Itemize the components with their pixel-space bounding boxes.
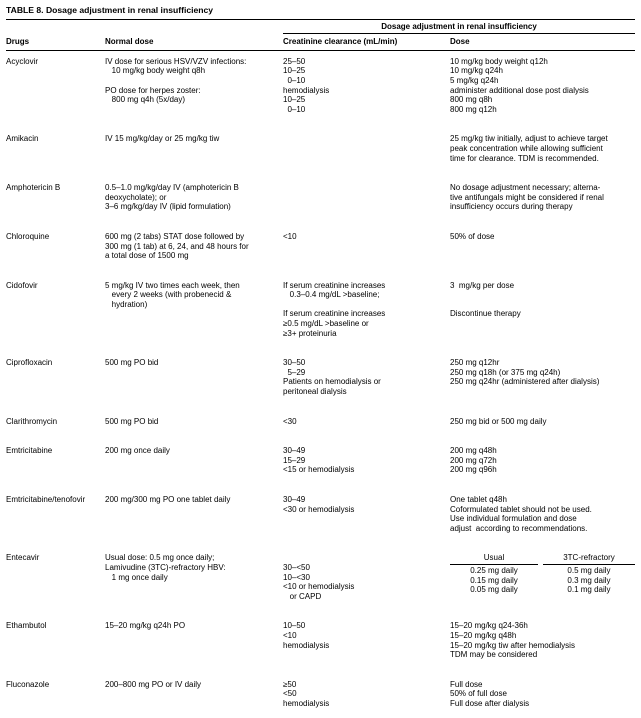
cell-line: Patients on hemodialysis or <box>283 377 381 387</box>
cell-line: 10 mg/kg q24h <box>450 66 503 76</box>
cell-line: 30–50 <box>283 358 306 368</box>
drug-name: Chloroquine <box>6 231 50 241</box>
cell-line: 200–800 mg PO or IV daily <box>105 679 202 689</box>
cell-line: hemodialysis <box>283 640 330 650</box>
cell-line: TDM may be considered <box>450 650 538 660</box>
cell-line: 250 mg q24hr (administered after dialysis) <box>450 377 600 387</box>
creatinine-clearance-cell <box>283 358 450 396</box>
dose-cell <box>450 281 637 339</box>
drug-name: Cidofovir <box>6 280 38 290</box>
table-row <box>6 417 635 427</box>
cell-line: 200 mg q72h <box>450 455 497 465</box>
normal-dose-cell <box>105 553 283 601</box>
cell-line: 10–50 <box>283 621 306 631</box>
cell-line: 500 mg PO bid <box>105 358 159 368</box>
drug-name: Ethambutol <box>6 621 47 631</box>
cell-line: 0.5–1.0 mg/kg/day IV (amphotericin B <box>105 183 239 193</box>
drug-name: Amphotericin B <box>6 183 61 193</box>
table-row <box>6 232 635 261</box>
creatinine-clearance-cell <box>283 57 450 115</box>
cell-line <box>283 553 450 563</box>
cell-line: peritoneal dialysis <box>283 387 347 397</box>
cell-line: 800 mg q8h <box>450 95 493 105</box>
dose-cell <box>450 232 637 261</box>
cell-line: 15–20 mg/kg q24h PO <box>105 621 186 631</box>
subtable-value: 0.15 mg daily <box>470 575 518 585</box>
cell-line: Full dose <box>450 679 483 689</box>
cell-line: 0–10 <box>283 75 306 85</box>
table-title: TABLE 8. Dosage adjustment in renal insufficiency <box>6 5 214 15</box>
cell-line: One tablet q48h <box>450 495 507 504</box>
table-row <box>6 680 635 709</box>
cell-line: If serum creatinine increases <box>283 309 386 319</box>
dose-cell <box>450 57 637 115</box>
cell-line: peak concentration while allowing sufficient <box>450 143 603 153</box>
creatinine-clearance-cell <box>283 281 450 339</box>
cell-line: 0–10 <box>283 104 306 114</box>
cell-line: 250 mg q12hr <box>450 358 500 368</box>
subtable-header-3tc-refractory: 3TC-refractory <box>543 553 635 565</box>
cell-line: 10 mg/kg body weight q8h <box>105 66 206 76</box>
cell-line: 300 mg (1 tab) at 6, 24, and 48 hours for <box>105 241 249 251</box>
cell-line: 15–20 mg/kg q24-36h <box>450 621 528 631</box>
subtable-value: 0.25 mg daily <box>470 565 518 575</box>
creatinine-clearance-cell <box>283 553 450 601</box>
creatinine-clearance-cell <box>283 621 450 659</box>
cell-line: <30 <box>283 416 297 426</box>
dose-cell <box>450 417 637 427</box>
subtable-value: 0.1 mg daily <box>567 585 611 595</box>
normal-dose-cell <box>105 183 283 212</box>
cell-line: 250 mg bid or 500 mg daily <box>450 416 547 426</box>
normal-dose-cell <box>105 621 283 659</box>
cell-line: No dosage adjustment necessary; alterna- <box>450 183 601 193</box>
cell-line: 5 mg/kg IV two times each week, then <box>105 280 240 290</box>
cell-line: hemodialysis <box>283 85 330 95</box>
dose-cell <box>450 446 637 475</box>
cell-line: hemodialysis <box>283 698 330 708</box>
cell-line: If serum creatinine increases <box>283 280 386 290</box>
cell-line: time for clearance. TDM is recommended. <box>450 153 599 163</box>
cell-line: 10–<30 <box>283 572 310 582</box>
creatinine-clearance-cell <box>283 183 450 212</box>
table-row <box>6 183 635 212</box>
cell-line: adjust according to recommendations. <box>450 523 588 533</box>
cell-line: IV dose for serious HSV/VZV infections: <box>105 56 247 66</box>
cell-line: IV 15 mg/kg/day or 25 mg/kg tiw <box>105 134 220 144</box>
drug-name: Emtricitabine <box>6 446 53 456</box>
cell-line: ≥50 <box>283 679 297 689</box>
cell-line: 25–50 <box>283 56 306 66</box>
creatinine-clearance-cell <box>283 134 450 163</box>
column-header-normal-dose: Normal dose <box>105 37 154 47</box>
drug-name: Emtricitabine/tenofovir <box>6 495 86 504</box>
drug-name: Acyclovir <box>6 56 39 66</box>
normal-dose-cell <box>105 232 283 261</box>
cell-line: 15–20 mg/kg q48h <box>450 630 517 640</box>
cell-line: or CAPD <box>283 591 322 601</box>
cell-line: 30–49 <box>283 495 306 504</box>
normal-dose-cell <box>105 495 283 533</box>
dose-cell <box>450 495 637 533</box>
cell-line: Coformulated tablet should not be used. <box>450 504 592 514</box>
column-header-creatinine-clearance: Creatinine clearance (mL/min) <box>283 37 398 47</box>
normal-dose-cell <box>105 358 283 396</box>
cell-line: 800 mg q12h <box>450 104 497 114</box>
cell-line: <30 or hemodialysis <box>283 504 355 514</box>
cell-line: Full dose after dialysis <box>450 698 530 708</box>
cell-line: Discontinue therapy <box>450 309 521 319</box>
cell-line: 15–29 <box>283 455 306 465</box>
cell-line: 0.3–0.4 mg/dL >baseline; <box>283 290 380 300</box>
cell-line: <50 <box>283 689 297 699</box>
drug-name: Amikacin <box>6 134 39 144</box>
drug-name: Clarithromycin <box>6 416 58 426</box>
cell-line: <15 or hemodialysis <box>283 465 355 475</box>
header-rule <box>6 50 635 51</box>
table-row <box>6 446 635 475</box>
cell-line: 5–29 <box>283 367 306 377</box>
table-row <box>6 57 635 115</box>
cell-line: 600 mg (2 tabs) STAT dose followed by <box>105 231 245 241</box>
cell-line: 50% of full dose <box>450 689 507 699</box>
span-header-row <box>6 22 635 35</box>
cell-line: 800 mg q4h (5x/day) <box>105 95 186 105</box>
table-body <box>6 57 635 709</box>
subtable-header-usual: Usual <box>450 553 538 565</box>
cell-line <box>283 300 450 310</box>
normal-dose-cell <box>105 680 283 709</box>
drug-name: Fluconazole <box>6 679 50 689</box>
cell-line: hydration) <box>105 299 148 309</box>
subtable-value: 0.5 mg daily <box>567 565 611 575</box>
cell-line: 25 mg/kg tiw initially, adjust to achieve target <box>450 134 608 144</box>
table-row <box>6 553 635 601</box>
subtable-value: 0.3 mg daily <box>567 575 611 585</box>
cell-line: <10 <box>283 630 297 640</box>
cell-line: 200 mg/300 mg PO one tablet daily <box>105 495 231 504</box>
cell-line: 200 mg q48h <box>450 446 497 456</box>
cell-line: Usual dose: 0.5 mg once daily; <box>105 553 215 563</box>
cell-line: 10–25 <box>283 95 306 105</box>
cell-line: 10 mg/kg body weight q12h <box>450 56 548 66</box>
column-header-drugs: Drugs <box>6 37 30 47</box>
cell-line <box>450 300 637 310</box>
cell-line: Lamivudine (3TC)-refractory HBV: <box>105 562 226 572</box>
creatinine-clearance-cell <box>283 232 450 261</box>
table-row <box>6 281 635 339</box>
cell-line: every 2 weeks (with probenecid & <box>105 290 232 300</box>
entecavir-dose-subtable <box>450 553 637 594</box>
cell-line: 10–25 <box>283 66 306 76</box>
table-row <box>6 621 635 659</box>
creatinine-clearance-cell <box>283 680 450 709</box>
table-row <box>6 134 635 163</box>
cell-line: 5 mg/kg q24h <box>450 75 499 85</box>
creatinine-clearance-cell <box>283 417 450 427</box>
cell-line <box>105 76 283 86</box>
column-header-dose: Dose <box>450 37 470 47</box>
cell-line: 30–49 <box>283 446 306 456</box>
cell-line: administer additional dose post dialysis <box>450 85 589 95</box>
dose-cell <box>450 183 637 212</box>
cell-line: 15–20 mg/kg tiw after hemodialysis <box>450 640 575 650</box>
span-header-spacer <box>6 22 283 35</box>
cell-line: 200 mg once daily <box>105 446 170 456</box>
cell-line: <10 <box>283 231 297 241</box>
normal-dose-cell <box>105 57 283 115</box>
dose-cell <box>450 680 637 709</box>
span-header: Dosage adjustment in renal insufficiency <box>283 22 635 35</box>
drug-name: Entecavir <box>6 553 40 563</box>
cell-line: insufficiency occurs during therapy <box>450 202 573 212</box>
normal-dose-cell <box>105 417 283 427</box>
cell-line: 500 mg PO bid <box>105 416 159 426</box>
drug-name: Ciprofloxacin <box>6 358 53 368</box>
cell-line: ≥3+ proteinuria <box>283 328 337 338</box>
cell-line: PO dose for herpes zoster: <box>105 85 201 95</box>
creatinine-clearance-cell <box>283 446 450 475</box>
cell-line <box>450 290 637 300</box>
table-row <box>6 358 635 396</box>
cell-line: Use individual formulation and dose <box>450 514 577 524</box>
top-rule <box>6 19 635 20</box>
cell-line: tive antifungals might be considered if renal <box>450 192 604 202</box>
column-header-row <box>6 34 635 50</box>
cell-line: ≥0.5 mg/dL >baseline or <box>283 319 369 329</box>
cell-line: deoxycholate); or <box>105 192 167 202</box>
normal-dose-cell <box>105 281 283 339</box>
dose-cell <box>450 358 637 396</box>
cell-line: 250 mg q18h (or 375 mg q24h) <box>450 367 561 377</box>
table-row <box>6 495 635 533</box>
cell-line: a total dose of 1500 mg <box>105 251 189 261</box>
cell-line: <10 or hemodialysis <box>283 582 355 592</box>
normal-dose-cell <box>105 446 283 475</box>
dose-cell <box>450 621 637 659</box>
normal-dose-cell <box>105 134 283 163</box>
cell-line: 30–<50 <box>283 562 310 572</box>
creatinine-clearance-cell <box>283 495 450 533</box>
cell-line: 200 mg q96h <box>450 465 497 475</box>
dose-cell <box>450 553 637 601</box>
cell-line: 3–6 mg/kg/day IV (lipid formulation) <box>105 202 231 212</box>
dose-cell <box>450 134 637 163</box>
cell-line: 3 mg/kg per dose <box>450 280 515 290</box>
subtable-value: 0.05 mg daily <box>470 585 518 595</box>
cell-line: 1 mg once daily <box>105 572 168 582</box>
cell-line: 50% of dose <box>450 231 495 241</box>
